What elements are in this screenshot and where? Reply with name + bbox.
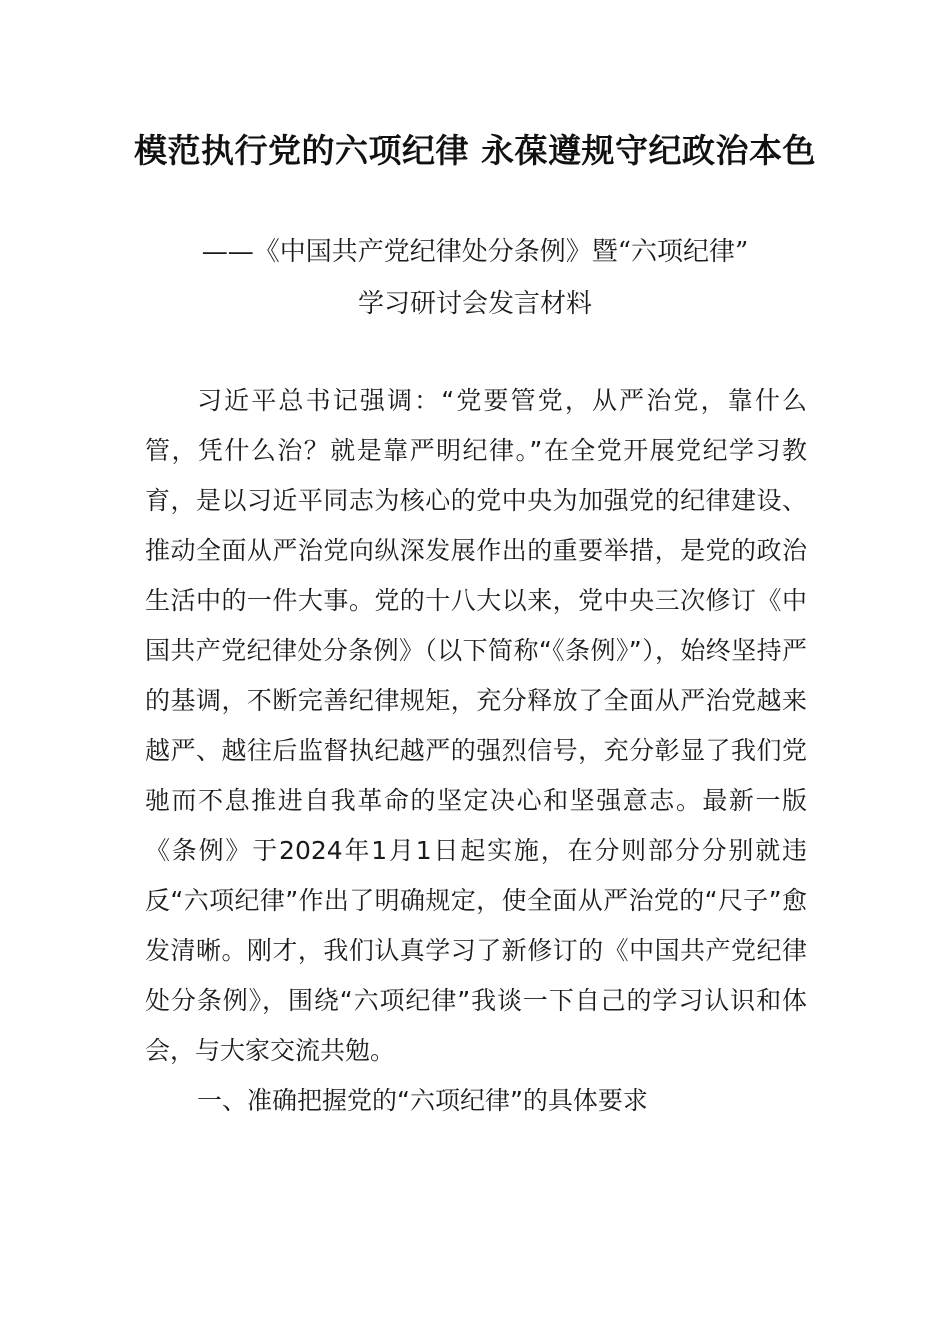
subtitle-line-1: ——《中国共产党纪律处分条例》暨“六项纪律” — [201, 237, 749, 267]
document-body — [145, 376, 807, 1126]
document-title: 模范执行党的六项纪律 永葆遵规守纪政治本色 — [134, 131, 816, 170]
subtitle-line-2: 学习研讨会发言材料 — [357, 289, 592, 319]
section-heading-1: 一、准确把握党的“六项纪律”的具体要求 — [197, 1086, 648, 1115]
intro-paragraph: 习近平总书记强调：“党要管党，从严治党，靠什么管，凭什么治？就是靠严明纪律。”在全党开展党纪学习教育，是以习近平同志为核心的党中央为加强党的纪律建设、推动全面从严治党向纵深发展作出的重要举措，是党的政治生活中的一件大事。党的十八大以来，党中央三次修订《中国共产党纪律处分条例》（以下简称“《条例》”），始终坚持严的基调，不断完善纪律规矩，充分释放了全面从严治党越来越严、越往后监督执纪越严的强烈信号，充分彰显了我们党驰而不息推进自我革命的坚定决心和坚强意志。最新一版《条例》于2024年1月1日起实施，在分则部分分别就违反“六项纪律”作出了明确规定，使全面从严治党的“尺子”愈发清晰。刚才，我们认真学习了新修订的《中国共产党纪律处分条例》，围绕“六项纪律”我谈一下自己的学习认识和体会，与大家交流共勉。 — [145, 386, 807, 1065]
document-subtitle — [120, 226, 830, 330]
